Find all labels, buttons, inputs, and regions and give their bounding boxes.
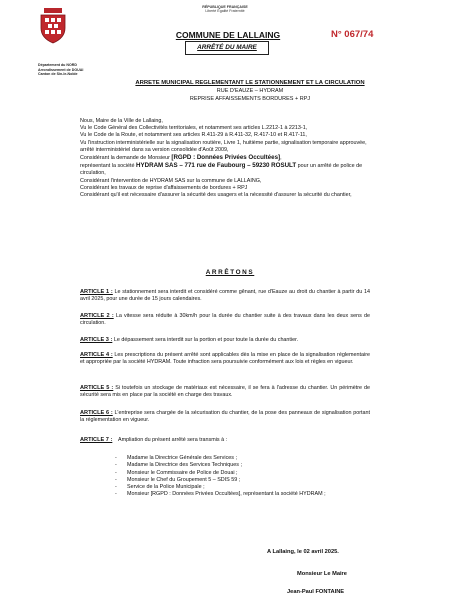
republic-header — [0, 5, 450, 14]
department-line: Département du NORD — [38, 63, 77, 67]
arrete-subtitle-works: REPRISE AFFAISSEMENTS BORDURES + RPJ — [189, 96, 311, 102]
recipient: Madame la Directrice Générale des Services ; — [127, 455, 237, 461]
bullet: - — [115, 462, 117, 469]
article-label: ARTICLE 2 : — [80, 313, 114, 319]
signatory-name: Jean-Paul FONTAINE — [287, 589, 345, 595]
preamble-considerant-securite: Considérant qu'il est nécessaire d'assurer la sécurité des usagers et la nécessité d'assurer la sécurité du chantier, — [80, 192, 352, 199]
recipient-list — [115, 455, 375, 499]
preamble-considerant-intervention: Considérant l'intervention de HYDRAM SAS sur la commune de LALLAING, — [80, 177, 262, 184]
article-text: Ampliation du présent arrêté sera transmis à : — [112, 437, 228, 443]
document-type-box: ARRÊTÉ DU MAIRE — [185, 41, 269, 55]
considerant-text: pour un arrêté de police de circulation, — [80, 163, 363, 177]
considerant-comma: , — [280, 155, 282, 162]
list-item — [115, 462, 375, 469]
considerant-text: Considérant la demande de Monsieur — [80, 155, 172, 162]
list-item — [115, 470, 375, 477]
department-info — [38, 63, 83, 77]
article-label: ARTICLE 5 : — [80, 385, 114, 391]
article-7 — [80, 437, 370, 444]
place-date: A Lallaing, le 02 avril 2025. — [267, 549, 339, 555]
arrondissement-line: Arrondissement de DOUAI — [38, 67, 84, 72]
preamble-vu-cgct: Vu le Code Général des Collectivités territoriales, et notamment ses articles L.2212-1 à 2213-1, — [80, 125, 308, 132]
article-text: Le dépassement sera interdit sur la portion et pour toute la durée du chantier. — [112, 337, 299, 343]
bullet: - — [115, 491, 117, 498]
bullet: - — [115, 476, 117, 483]
article-text: La vitesse sera réduite à 30km/h pour la durée du chantier suite à des travaux dans les deux sens de circulation. — [80, 313, 370, 327]
article-1 — [80, 289, 370, 304]
bullet: - — [115, 469, 117, 476]
list-item — [115, 477, 375, 484]
recipient: Service de la Police Municipale ; — [127, 484, 205, 491]
redacted-name: [RGPD : Données Privées Occultées] — [171, 154, 281, 162]
article-text: Le stationnement sera interdit et considéré comme gênant, rue d'Eauze au droit du chantier à partir du 14 avril 2025, pour une durée de 15 jours calendaires. — [80, 289, 371, 303]
recipient: Monsieur le Chef du Groupement 5 – SDIS 59 ; — [127, 476, 241, 483]
article-label: ARTICLE 4 : — [80, 352, 113, 358]
preamble-vu-code-route: Vu le Code de la Route, et notamment ses articles R.411-29 à R.411-32, R.417-10 et R.417-11, — [80, 132, 307, 139]
arrete-subtitle-street: RUE D'EAUZE – HYDRAM — [216, 88, 284, 94]
preamble-considerant-travaux: Considérant les travaux de reprise d'affaissements de bordures + RPJ — [80, 184, 248, 191]
considerant-text: représentant la société — [80, 163, 137, 170]
article-2 — [80, 313, 370, 328]
article-6 — [80, 410, 370, 425]
republic-line: RÉPUBLIQUE FRANÇAISE — [202, 5, 248, 9]
article-label: ARTICLE 7 : — [80, 437, 113, 443]
article-3 — [80, 337, 370, 344]
article-label: ARTICLE 1 : — [80, 289, 113, 295]
list-item — [115, 491, 375, 498]
article-label: ARTICLE 6 : — [80, 410, 113, 416]
article-text: L'entreprise sera chargée de la sécurisation du chantier, de la pose des panneaux de signalisation portant la réglementation en vigueur. — [80, 410, 370, 424]
arrete-number: N° 067/74 — [331, 29, 374, 40]
arrete-title: ARRETE MUNICIPAL REGLEMENTANT LE STATIONNEMENT ET LA CIRCULATION — [135, 80, 365, 86]
article-label: ARTICLE 3 : — [80, 337, 113, 343]
recipient: Monsieur le Commissaire de Police de Douai ; — [127, 469, 238, 476]
signatory-role: Monsieur Le Maire — [297, 571, 347, 577]
commune-name: COMMUNE DE LALLAING — [175, 30, 281, 40]
recipient: Monsieur [RGPD : Données Privées Occultées], représentant la société HYDRAM ; — [127, 491, 326, 498]
preamble-considerant-demande — [80, 154, 375, 178]
list-item — [115, 484, 375, 491]
company-address: HYDRAM SAS – 771 rue de Faubourg – 59230 ROSULT — [136, 162, 297, 170]
republic-motto: Liberté Égalité Fraternité — [205, 9, 245, 14]
preamble — [80, 118, 375, 199]
bullet: - — [115, 484, 117, 491]
canton-line: Canton de Sin-le-Noble — [38, 72, 78, 77]
article-text: Si toutefois un stockage de matériaux est nécessaire, il se fera à l'adresse du chantier. Un périmètre de sécurité sera mis en place par la société en charge des travaux. — [80, 385, 370, 399]
article-text: Les prescriptions du présent arrêté sont applicables dès la mise en place de la signalisation réglementaire et appropriée par la société HYDRAM. Toute infraction sera poursuivie conformément aux lois et règles en vigueur. — [80, 352, 370, 366]
recipient: Madame la Directrice des Services Techniques ; — [127, 462, 242, 469]
arretons-heading: ARRÊTONS — [205, 269, 255, 276]
preamble-vu-instruction: Vu l'instruction interministérielle sur la signalisation routière, Livre 1, huitième partie, signalisation temporaire approuvée, arrêté interministériel dans sa version consolidée d'Août 2009, — [80, 139, 367, 153]
list-item — [115, 455, 375, 462]
article-5 — [80, 385, 370, 400]
preamble-intro: Nous, Maire de la Ville de Lallaing, — [80, 118, 163, 124]
bullet: - — [115, 455, 117, 461]
article-4 — [80, 352, 370, 367]
